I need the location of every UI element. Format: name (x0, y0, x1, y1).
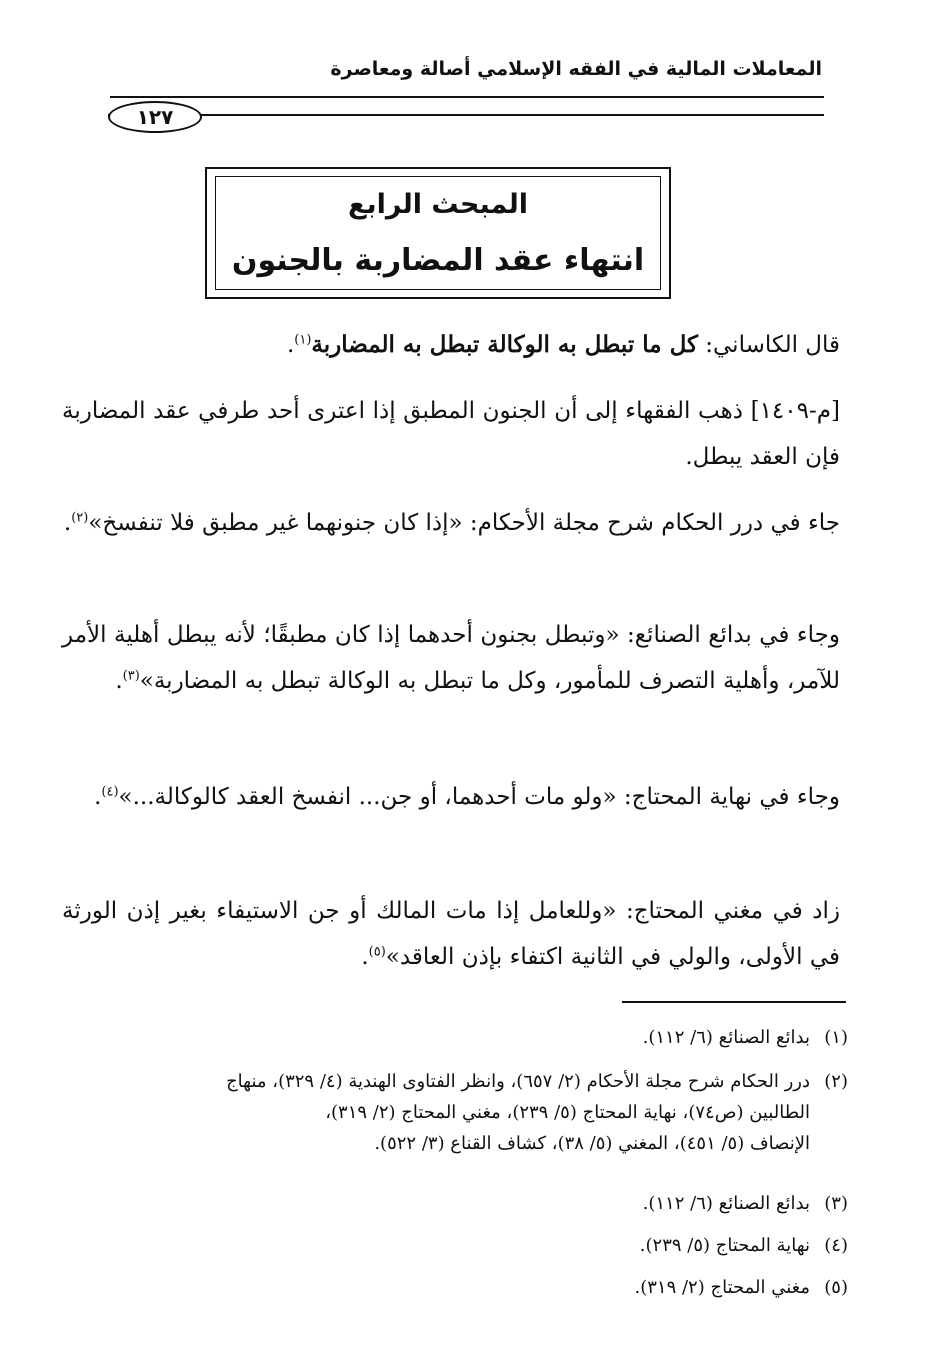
section-title: انتهاء عقد المضاربة بالجنون (231, 243, 645, 278)
footnote-number: (٢) (824, 1071, 848, 1092)
footnote-line (78, 1066, 848, 1097)
paragraph-text: جاء في درر الحكام شرح مجلة الأحكام: «إذا كان جنونهما غير مطبق فلا تنفسخ» (88, 510, 840, 536)
footnote-separator (622, 1001, 846, 1003)
footnote-number: (٥) (824, 1277, 848, 1298)
footnote-1 (78, 1022, 848, 1053)
footnote-line: الإنصاف (٥/ ٤٥١)، المغني (٥/ ٣٨)، كشاف القناع (٣/ ٥٢٢). (374, 1133, 810, 1154)
page-number-rule (108, 114, 824, 116)
footnote-number: (٤) (824, 1235, 848, 1256)
section-title-frame (205, 167, 671, 299)
footnote-ref-1: (١) (294, 332, 312, 348)
paragraph-text: وجاء في بدائع الصنائع: «وتبطل بجنون أحدهما إذا كان مطبقًا؛ لأنه يبطل أهلية الأمر للآمر، وأهلية التصرف للمأمور، وكل ما تبطل به الوكالة تبطل به المضاربة» (62, 622, 840, 694)
footnote-ref-5: (٥) (368, 944, 386, 960)
footnote-text: بدائع الصنائع (٦/ ١١٢). (642, 1193, 810, 1214)
footnote-text: درر الحكام شرح مجلة الأحكام (٢/ ٦٥٧)، وانظر الفتاوى الهندية (٤/ ٣٢٩)، منهاج (226, 1071, 810, 1092)
paragraph-nihaya (62, 774, 840, 820)
footnote-ref-2: (٢) (71, 510, 89, 526)
running-header-title: المعاملات المالية في الفقه الإسلامي أصالة ومعاصرة (330, 58, 822, 80)
paragraph-end: . (286, 332, 295, 358)
paragraph-end: . (63, 510, 72, 536)
paragraph-kasani-quote (62, 322, 840, 368)
paragraph-badai (62, 612, 840, 704)
footnote-text: بدائع الصنائع (٦/ ١١٢). (642, 1027, 810, 1048)
footnote-number: (٣) (824, 1193, 848, 1214)
section-label: المبحث الرابع (348, 189, 528, 220)
footnote-number: (١) (824, 1027, 848, 1048)
page-number: ١٢٧ (108, 101, 202, 133)
footnote-line: الطالبين (ص٧٤)، نهاية المحتاج (٥/ ٢٣٩)، مغني المحتاج (٢/ ٣١٩)، (325, 1102, 810, 1123)
paragraph-text: وجاء في نهاية المحتاج: «ولو مات أحدهما، أو جن... انفسخ العقد كالوكالة...» (118, 784, 840, 810)
paragraph-end: . (115, 668, 123, 694)
header-rule (110, 96, 824, 98)
paragraph-ruling: [م-١٤٠٩] ذهب الفقهاء إلى أن الجنون المطبق إذا اعترى أحد طرفي عقد المضاربة فإن العقد يبطل. (62, 398, 840, 470)
footnote-5 (78, 1272, 848, 1303)
footnote-ref-4: (٤) (101, 784, 119, 800)
quoted-rule: كل ما تبطل به الوكالة تبطل به المضاربة (311, 331, 698, 358)
paragraph-text: زاد في مغني المحتاج: «وللعامل إذا مات المالك أو جن الاستيفاء بغير إذن الورثة في الأولى، والولي في الثانية اكتفاء بإذن العاقد» (62, 898, 840, 970)
paragraph-lead: قال الكاساني: (697, 332, 840, 358)
footnote-2 (78, 1066, 848, 1159)
paragraph-end: . (361, 944, 369, 970)
footnote-ref-3: (٣) (122, 668, 140, 684)
footnote-text: مغني المحتاج (٢/ ٣١٩). (634, 1277, 810, 1298)
paragraph-durar (62, 500, 840, 546)
footnote-4 (78, 1230, 848, 1261)
paragraph-end: . (94, 784, 102, 810)
footnote-text: نهاية المحتاج (٥/ ٢٣٩). (639, 1235, 810, 1256)
paragraph-mughni (62, 888, 840, 980)
footnote-3 (78, 1188, 848, 1219)
